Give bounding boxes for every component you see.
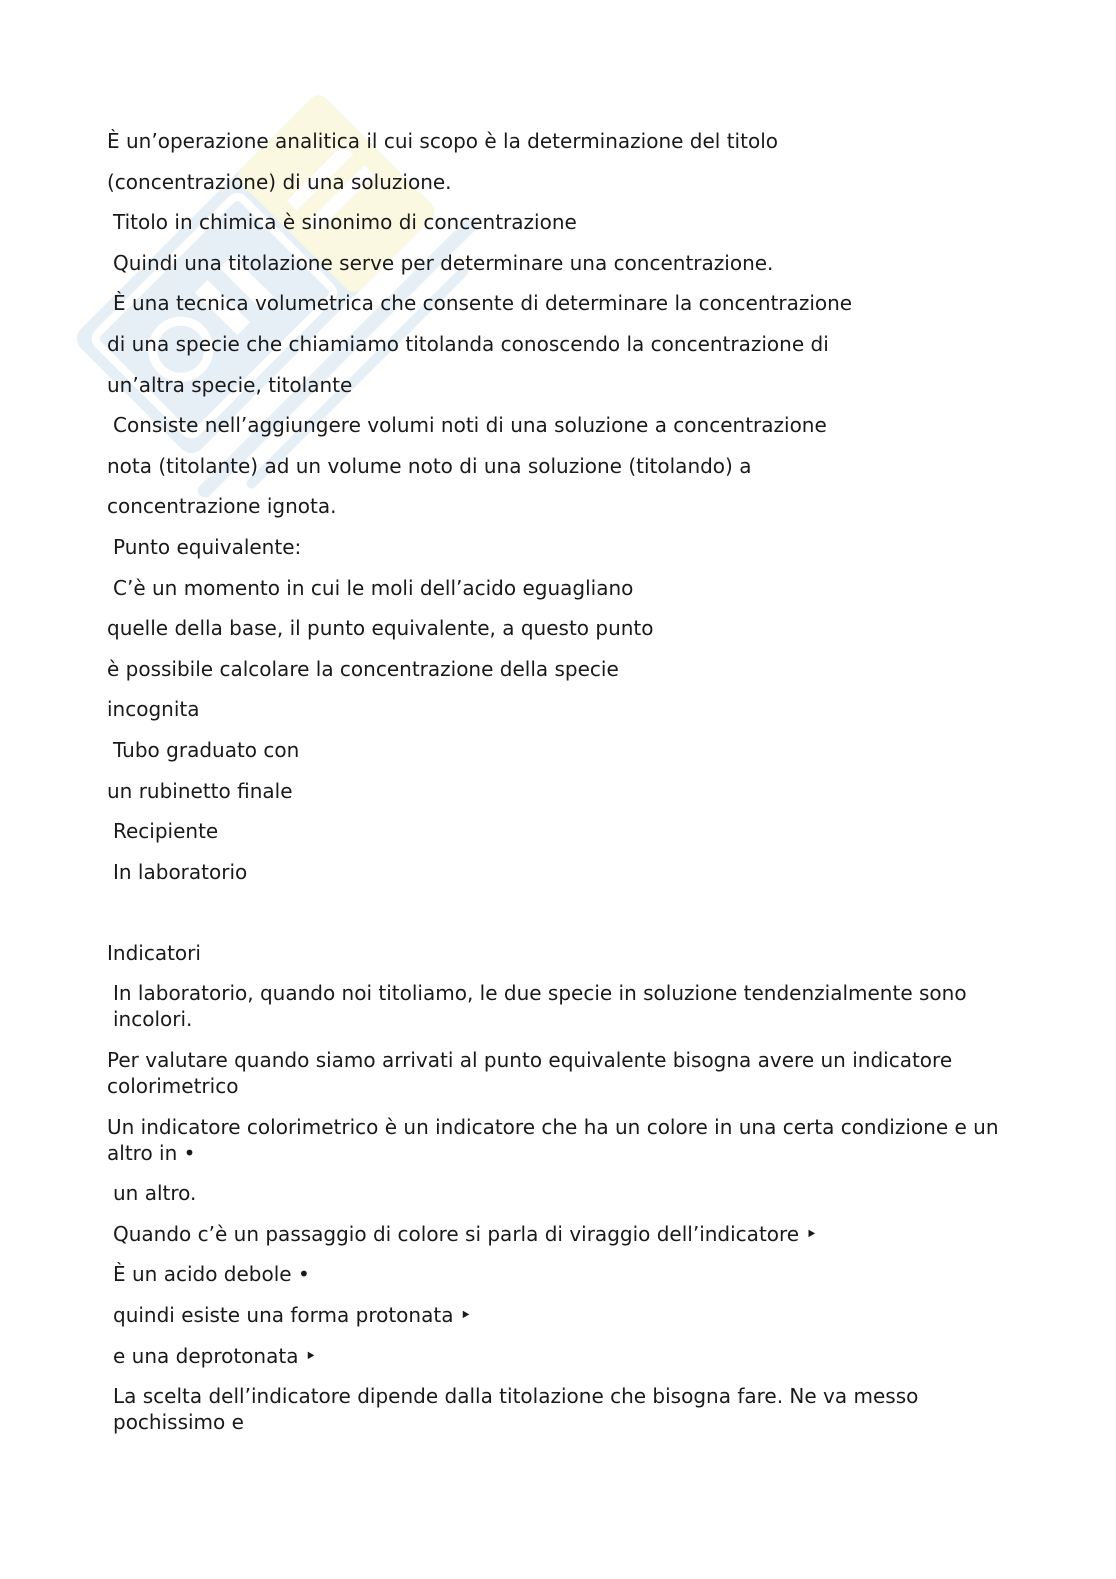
text-line: concentrazione ignota. [107,494,337,519]
text-line: quindi esiste una forma protonata ‣ [113,1303,472,1328]
text-line: Per valutare quando siamo arrivati al punto equivalente bisogna avere un indicatore colorimetrico [107,1048,953,1099]
text-line: Un indicatore colorimetrico è un indicatore che ha un colore in una certa condizione e un altro in • [107,1114,999,1165]
text-line: Punto equivalente: [113,534,302,559]
text-line: un rubinetto finale [107,778,293,803]
text-line: di una specie che chiamiamo titolanda conoscendo la concentrazione di [107,331,829,356]
text-line: Tubo graduato con [113,737,300,762]
text-line: Titolo in chimica è sinonimo di concentrazione [113,210,577,235]
text-line: (concentrazione) di una soluzione. [107,169,452,194]
text-line: Quando c’è un passaggio di colore si parla di viraggio dell’indicatore ‣ [113,1221,818,1246]
text-line: In laboratorio, quando noi titoliamo, le due specie in soluzione tendenzialmente sono incolori. [113,981,967,1032]
text-line: quelle della base, il punto equivalente, a questo punto [107,616,654,641]
text-line: C’è un momento in cui le moli dell’acido eguagliano [113,575,634,600]
section-title: Indicatori [107,940,201,965]
text-line: La scelta dell’indicatore dipende dalla titolazione che bisogna fare. Ne va messo pochissimo e [113,1384,919,1435]
text-line: Quindi una titolazione serve per determinare una concentrazione. [113,250,774,275]
document-body [107,128,1007,1450]
text-line: È un acido debole • [113,1262,310,1287]
text-line: Recipiente [113,819,219,844]
text-line: In laboratorio [113,859,248,884]
text-line: incognita [107,697,200,722]
text-line: un altro. [113,1181,197,1206]
section-gap [107,899,1007,940]
text-line: È una tecnica volumetrica che consente di determinare la concentrazione [113,291,853,316]
text-line: un’altra specie, titolante [107,372,353,397]
text-line: È un’operazione analitica il cui scopo è la determinazione del titolo [107,129,778,153]
text-line: nota (titolante) ad un volume noto di una soluzione (titolando) a [107,453,752,478]
text-line: è possibile calcolare la concentrazione della specie [107,656,619,681]
text-line: e una deprotonata ‣ [113,1343,317,1368]
text-line: Consiste nell’aggiungere volumi noti di una soluzione a concentrazione [113,413,827,438]
